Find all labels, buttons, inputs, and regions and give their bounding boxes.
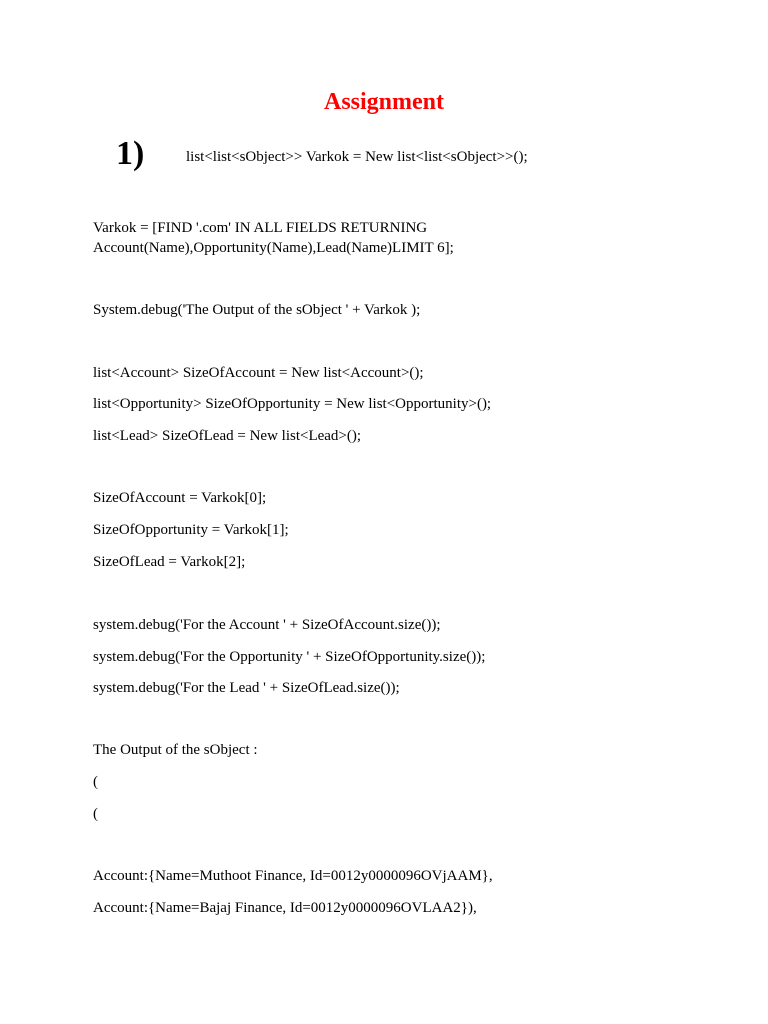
code-line: list<Account> SizeOfAccount = New list<Account>(); <box>93 365 424 381</box>
output-line: Account:{Name=Muthoot Finance, Id=0012y0000096OVjAAM}, <box>93 868 493 884</box>
code-line: SizeOfAccount = Varkok[0]; <box>93 490 267 506</box>
output-line: ( <box>93 774 98 790</box>
code-line: list<Opportunity> SizeOfOpportunity = New list<Opportunity>(); <box>93 396 492 412</box>
code-line-declaration: list<list<sObject>> Varkok = New list<list<sObject>>(); <box>186 149 528 165</box>
code-line: System.debug('The Output of the sObject ' + Varkok ); <box>93 302 421 318</box>
code-line: system.debug('For the Opportunity ' + SizeOfOpportunity.size()); <box>93 649 486 665</box>
output-heading: The Output of the sObject : <box>93 742 258 758</box>
code-line: Account(Name),Opportunity(Name),Lead(Name)LIMIT 6]; <box>93 240 454 256</box>
document-title: Assignment <box>323 89 444 115</box>
code-line: list<Lead> SizeOfLead = New list<Lead>(); <box>93 428 362 444</box>
question-number: 1) <box>116 135 145 172</box>
output-line: Account:{Name=Bajaj Finance, Id=0012y0000096OVLAA2}), <box>93 900 477 916</box>
code-line: system.debug('For the Lead ' + SizeOfLead.size()); <box>93 680 400 696</box>
code-line: Varkok = [FIND '.com' IN ALL FIELDS RETURNING <box>93 220 428 236</box>
output-line: ( <box>93 806 98 822</box>
code-line: SizeOfLead = Varkok[2]; <box>93 554 246 570</box>
code-line: system.debug('For the Account ' + SizeOfAccount.size()); <box>93 617 441 633</box>
code-line: SizeOfOpportunity = Varkok[1]; <box>93 522 289 538</box>
